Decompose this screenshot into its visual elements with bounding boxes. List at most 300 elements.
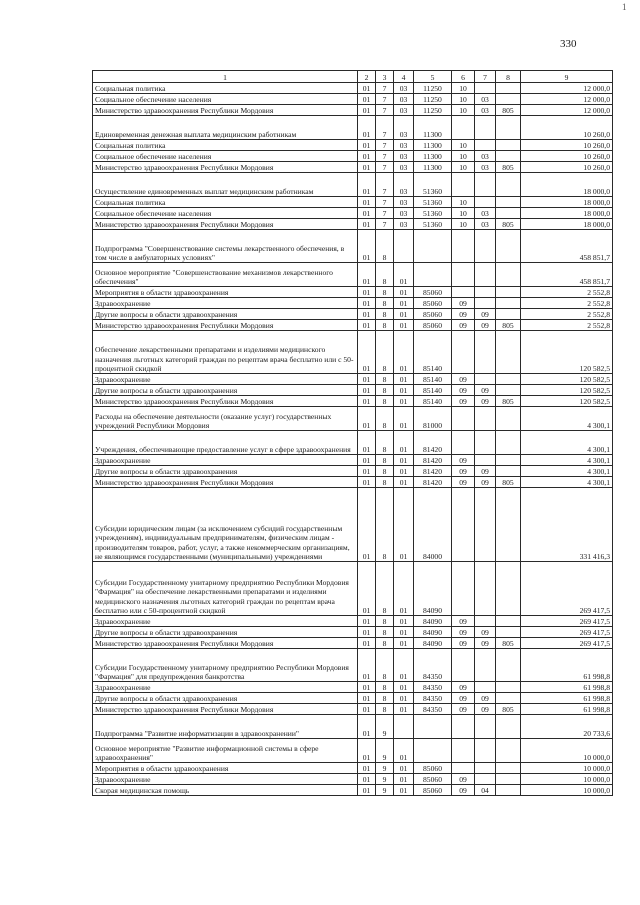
- row-amount-cell: 4 300,1: [521, 477, 613, 488]
- row-code-col-3: 8: [376, 638, 394, 649]
- row-code-col-3: 7: [376, 162, 394, 173]
- row-amount-cell: 2 552,8: [521, 309, 613, 320]
- row-code-col-6: [452, 407, 475, 431]
- row-code-col-3: 9: [376, 774, 394, 785]
- table-row: [93, 385, 613, 396]
- row-code-col-3: 7: [376, 83, 394, 94]
- row-code-col-4: 01: [394, 693, 414, 704]
- row-code-col-4: 01: [394, 431, 414, 455]
- row-code-col-8: [496, 83, 521, 94]
- row-code-col-5: 84350: [414, 682, 452, 693]
- row-code-col-5: 11300: [414, 140, 452, 151]
- row-code-col-3: 7: [376, 116, 394, 140]
- row-name-cell: Другие вопросы в области здравоохранения: [93, 466, 358, 477]
- row-code-col-7: 09: [475, 466, 496, 477]
- row-code-col-2: 01: [358, 116, 376, 140]
- row-code-col-8: 805: [496, 162, 521, 173]
- table-row: [93, 477, 613, 488]
- row-code-col-5: 85060: [414, 785, 452, 796]
- row-name-cell: Мероприятия в области здравоохранения: [93, 763, 358, 774]
- row-code-col-5: 85060: [414, 298, 452, 309]
- row-code-col-2: 01: [358, 219, 376, 230]
- row-code-col-5: 84090: [414, 638, 452, 649]
- row-code-col-3: 8: [376, 477, 394, 488]
- row-code-col-4: 01: [394, 396, 414, 407]
- row-code-col-6: 10: [452, 208, 475, 219]
- table-row: [93, 83, 613, 94]
- table-row: [93, 162, 613, 173]
- row-code-col-6: [452, 763, 475, 774]
- table-row: [93, 197, 613, 208]
- table-row: [93, 562, 613, 616]
- row-code-col-3: 9: [376, 739, 394, 763]
- row-code-col-5: [414, 715, 452, 739]
- row-code-col-6: 10: [452, 94, 475, 105]
- row-code-col-4: 03: [394, 94, 414, 105]
- row-code-col-2: 01: [358, 682, 376, 693]
- row-name-cell: Здравоохранение: [93, 774, 358, 785]
- row-code-col-7: [475, 562, 496, 616]
- row-code-col-8: [496, 309, 521, 320]
- row-code-col-6: 09: [452, 396, 475, 407]
- table-row: [93, 488, 613, 562]
- row-code-col-8: [496, 466, 521, 477]
- row-name-cell: Социальная политика: [93, 83, 358, 94]
- row-name-cell: Основное мероприятие "Совершенствование механизмов лекарственного обеспечения": [93, 263, 358, 287]
- row-code-col-4: 01: [394, 477, 414, 488]
- row-amount-cell: 61 998,8: [521, 693, 613, 704]
- table-body: [93, 83, 613, 796]
- row-amount-cell: 18 000,0: [521, 208, 613, 219]
- header-col-9: 9: [521, 71, 613, 83]
- row-name-cell: Осуществление единовременных выплат медицинским работникам: [93, 173, 358, 197]
- row-code-col-5: [414, 263, 452, 287]
- row-code-col-4: 01: [394, 466, 414, 477]
- row-code-col-4: 01: [394, 704, 414, 715]
- row-amount-cell: 61 998,8: [521, 704, 613, 715]
- row-name-cell: Здравоохранение: [93, 682, 358, 693]
- row-code-col-4: 01: [394, 682, 414, 693]
- row-code-col-3: 8: [376, 693, 394, 704]
- row-code-col-4: 01: [394, 763, 414, 774]
- row-code-col-4: 01: [394, 774, 414, 785]
- row-name-cell: Здравоохранение: [93, 455, 358, 466]
- row-code-col-8: [496, 693, 521, 704]
- row-code-col-6: [452, 739, 475, 763]
- row-amount-cell: 269 417,5: [521, 638, 613, 649]
- row-code-col-6: 09: [452, 785, 475, 796]
- row-code-col-2: 01: [358, 638, 376, 649]
- table-row: [93, 105, 613, 116]
- row-code-col-3: 8: [376, 320, 394, 331]
- row-code-col-6: 10: [452, 151, 475, 162]
- row-code-col-7: [475, 116, 496, 140]
- table-row: [93, 396, 613, 407]
- row-amount-cell: 269 417,5: [521, 627, 613, 638]
- table-row: [93, 287, 613, 298]
- row-code-col-2: 01: [358, 704, 376, 715]
- row-code-col-6: 10: [452, 162, 475, 173]
- row-name-cell: Министерство здравоохранения Республики Мордовия: [93, 477, 358, 488]
- row-code-col-2: 01: [358, 785, 376, 796]
- row-code-col-3: 8: [376, 298, 394, 309]
- budget-table: [92, 70, 613, 796]
- row-amount-cell: 12 000,0: [521, 83, 613, 94]
- row-code-col-5: 81420: [414, 466, 452, 477]
- row-name-cell: Другие вопросы в области здравоохранения: [93, 693, 358, 704]
- row-code-col-5: 84350: [414, 649, 452, 682]
- row-amount-cell: 4 300,1: [521, 466, 613, 477]
- row-code-col-5: 85060: [414, 309, 452, 320]
- row-code-col-7: 03: [475, 162, 496, 173]
- row-code-col-8: [496, 94, 521, 105]
- row-code-col-5: 11250: [414, 105, 452, 116]
- row-code-col-5: 81420: [414, 431, 452, 455]
- row-amount-cell: 2 552,8: [521, 298, 613, 309]
- row-code-col-8: 805: [496, 396, 521, 407]
- table-row: [93, 682, 613, 693]
- table-row: [93, 320, 613, 331]
- row-code-col-3: 8: [376, 455, 394, 466]
- row-code-col-5: 85140: [414, 331, 452, 374]
- row-amount-cell: 458 851,7: [521, 230, 613, 263]
- row-code-col-8: [496, 455, 521, 466]
- row-code-col-7: 09: [475, 385, 496, 396]
- row-code-col-8: [496, 682, 521, 693]
- row-code-col-3: 8: [376, 309, 394, 320]
- row-code-col-2: 01: [358, 287, 376, 298]
- row-code-col-2: 01: [358, 83, 376, 94]
- row-code-col-2: 01: [358, 331, 376, 374]
- row-code-col-2: 01: [358, 466, 376, 477]
- row-code-col-5: 85060: [414, 763, 452, 774]
- row-code-col-7: 09: [475, 477, 496, 488]
- row-code-col-4: 01: [394, 488, 414, 562]
- row-code-col-8: 805: [496, 219, 521, 230]
- row-code-col-4: 01: [394, 562, 414, 616]
- row-amount-cell: 10 000,0: [521, 739, 613, 763]
- row-code-col-4: 03: [394, 219, 414, 230]
- row-code-col-7: 03: [475, 105, 496, 116]
- row-code-col-6: 09: [452, 638, 475, 649]
- row-code-col-8: [496, 197, 521, 208]
- table-header-row: [93, 71, 613, 83]
- row-code-col-6: [452, 230, 475, 263]
- table-row: [93, 693, 613, 704]
- table-row: [93, 151, 613, 162]
- row-name-cell: Субсидии Государственному унитарному предприятию Республики Мордовия "Фармация" для предупреждения банкротства: [93, 649, 358, 682]
- row-name-cell: Расходы на обеспечение деятельности (оказание услуг) государственных учреждений Республики Мордовия: [93, 407, 358, 431]
- row-code-col-3: 8: [376, 396, 394, 407]
- row-code-col-4: 01: [394, 374, 414, 385]
- row-code-col-7: 03: [475, 219, 496, 230]
- row-code-col-6: [452, 287, 475, 298]
- table-row: [93, 616, 613, 627]
- row-code-col-7: [475, 407, 496, 431]
- row-amount-cell: 120 582,5: [521, 385, 613, 396]
- header-col-5: 5: [414, 71, 452, 83]
- header-col-4: 4: [394, 71, 414, 83]
- row-code-col-6: 09: [452, 466, 475, 477]
- row-code-col-2: 01: [358, 763, 376, 774]
- row-code-col-6: [452, 715, 475, 739]
- row-code-col-6: 09: [452, 309, 475, 320]
- row-code-col-8: [496, 715, 521, 739]
- row-code-col-6: [452, 263, 475, 287]
- row-code-col-3: 8: [376, 616, 394, 627]
- row-code-col-8: [496, 287, 521, 298]
- row-code-col-6: 09: [452, 320, 475, 331]
- row-code-col-8: [496, 374, 521, 385]
- row-code-col-5: 81000: [414, 407, 452, 431]
- row-code-col-8: [496, 562, 521, 616]
- row-code-col-3: 7: [376, 219, 394, 230]
- row-code-col-8: [496, 116, 521, 140]
- row-code-col-7: [475, 197, 496, 208]
- row-amount-cell: 120 582,5: [521, 331, 613, 374]
- row-code-col-2: 01: [358, 105, 376, 116]
- row-code-col-8: [496, 649, 521, 682]
- row-name-cell: Мероприятия в области здравоохранения: [93, 287, 358, 298]
- row-code-col-7: [475, 763, 496, 774]
- row-code-col-3: 8: [376, 431, 394, 455]
- row-code-col-7: 09: [475, 396, 496, 407]
- row-code-col-5: [414, 230, 452, 263]
- row-name-cell: Социальное обеспечение населения: [93, 208, 358, 219]
- row-code-col-2: 01: [358, 385, 376, 396]
- row-code-col-8: 805: [496, 105, 521, 116]
- row-amount-cell: 269 417,5: [521, 616, 613, 627]
- row-name-cell: Министерство здравоохранения Республики Мордовия: [93, 162, 358, 173]
- row-name-cell: Основное мероприятие "Развитие информационной системы в сфере здравоохранения": [93, 739, 358, 763]
- row-amount-cell: 12 000,0: [521, 94, 613, 105]
- row-code-col-3: 8: [376, 263, 394, 287]
- row-code-col-5: 81420: [414, 455, 452, 466]
- row-code-col-7: [475, 173, 496, 197]
- row-code-col-4: 01: [394, 616, 414, 627]
- row-code-col-8: [496, 616, 521, 627]
- row-code-col-8: [496, 627, 521, 638]
- row-code-col-7: 09: [475, 309, 496, 320]
- table-row: [93, 774, 613, 785]
- row-amount-cell: 10 260,0: [521, 151, 613, 162]
- row-code-col-6: [452, 331, 475, 374]
- row-code-col-8: [496, 785, 521, 796]
- row-code-col-5: 85140: [414, 396, 452, 407]
- row-code-col-4: 03: [394, 105, 414, 116]
- row-code-col-4: 01: [394, 320, 414, 331]
- page-number: 330: [560, 38, 577, 50]
- row-code-col-7: [475, 649, 496, 682]
- row-code-col-3: 8: [376, 230, 394, 263]
- row-code-col-6: 10: [452, 197, 475, 208]
- row-code-col-3: 9: [376, 763, 394, 774]
- row-code-col-7: 09: [475, 320, 496, 331]
- row-code-col-6: 10: [452, 140, 475, 151]
- row-name-cell: Социальная политика: [93, 140, 358, 151]
- row-code-col-8: [496, 140, 521, 151]
- row-code-col-2: 01: [358, 431, 376, 455]
- row-amount-cell: 458 851,7: [521, 263, 613, 287]
- row-code-col-4: 01: [394, 287, 414, 298]
- row-code-col-4: 01: [394, 627, 414, 638]
- row-code-col-5: 11300: [414, 116, 452, 140]
- row-code-col-7: [475, 488, 496, 562]
- row-code-col-8: [496, 173, 521, 197]
- row-code-col-3: 7: [376, 173, 394, 197]
- row-code-col-4: 01: [394, 455, 414, 466]
- row-code-col-7: [475, 263, 496, 287]
- row-amount-cell: 2 552,8: [521, 287, 613, 298]
- header-col-6: 6: [452, 71, 475, 83]
- header-col-7: 7: [475, 71, 496, 83]
- row-code-col-7: [475, 431, 496, 455]
- table-row: [93, 638, 613, 649]
- row-name-cell: Подпрограмма "Совершенствование системы лекарственного обеспечения, в том числе в амбулаторных условиях": [93, 230, 358, 263]
- table-row: [93, 173, 613, 197]
- row-code-col-2: 01: [358, 455, 376, 466]
- row-amount-cell: 18 000,0: [521, 197, 613, 208]
- row-code-col-8: 805: [496, 704, 521, 715]
- row-code-col-7: 09: [475, 627, 496, 638]
- row-code-col-3: 8: [376, 682, 394, 693]
- row-name-cell: Другие вопросы в области здравоохранения: [93, 627, 358, 638]
- table-row: [93, 715, 613, 739]
- row-code-col-7: [475, 230, 496, 263]
- row-code-col-7: 03: [475, 208, 496, 219]
- row-code-col-2: 01: [358, 298, 376, 309]
- row-code-col-6: 09: [452, 477, 475, 488]
- row-code-col-7: [475, 739, 496, 763]
- row-code-col-3: 7: [376, 197, 394, 208]
- row-code-col-4: 03: [394, 151, 414, 162]
- row-code-col-2: 01: [358, 173, 376, 197]
- row-code-col-5: 84090: [414, 616, 452, 627]
- table-row: [93, 649, 613, 682]
- table-row: [93, 94, 613, 105]
- row-name-cell: Другие вопросы в области здравоохранения: [93, 309, 358, 320]
- row-amount-cell: 10 260,0: [521, 140, 613, 151]
- row-code-col-6: [452, 488, 475, 562]
- row-amount-cell: 18 000,0: [521, 173, 613, 197]
- row-code-col-7: 03: [475, 94, 496, 105]
- row-code-col-8: 805: [496, 477, 521, 488]
- row-code-col-5: 51360: [414, 173, 452, 197]
- row-code-col-2: 01: [358, 309, 376, 320]
- row-code-col-4: 01: [394, 331, 414, 374]
- row-code-col-6: 09: [452, 704, 475, 715]
- row-code-col-3: 9: [376, 785, 394, 796]
- row-code-col-2: 01: [358, 627, 376, 638]
- row-name-cell: Подпрограмма "Развитие информатизации в здравоохранении": [93, 715, 358, 739]
- row-amount-cell: 120 582,5: [521, 374, 613, 385]
- row-name-cell: Субсидии Государственному унитарному предприятию Республики Мордовия "Фармация" на обеспечение лекарственными препаратами и изделиями медицинского назначения льготных категорий граждан по рецептам врача бесплатно или с 50-процентной скидкой: [93, 562, 358, 616]
- row-code-col-3: 9: [376, 715, 394, 739]
- row-amount-cell: 4 300,1: [521, 455, 613, 466]
- table-row: [93, 455, 613, 466]
- row-code-col-6: 09: [452, 455, 475, 466]
- row-code-col-3: 8: [376, 562, 394, 616]
- row-code-col-5: 51360: [414, 197, 452, 208]
- row-code-col-8: [496, 208, 521, 219]
- row-code-col-3: 8: [376, 704, 394, 715]
- row-name-cell: Здравоохранение: [93, 374, 358, 385]
- row-amount-cell: 61 998,8: [521, 682, 613, 693]
- row-code-col-2: 01: [358, 230, 376, 263]
- row-code-col-8: 805: [496, 638, 521, 649]
- row-code-col-4: 03: [394, 208, 414, 219]
- row-code-col-7: 04: [475, 785, 496, 796]
- row-code-col-5: 84350: [414, 704, 452, 715]
- row-code-col-7: [475, 140, 496, 151]
- row-code-col-6: 09: [452, 693, 475, 704]
- row-code-col-6: 09: [452, 616, 475, 627]
- row-code-col-7: 09: [475, 693, 496, 704]
- row-code-col-2: 01: [358, 477, 376, 488]
- row-name-cell: Учреждения, обеспечивающие предоставление услуг в сфере здравоохранения: [93, 431, 358, 455]
- row-amount-cell: 61 998,8: [521, 649, 613, 682]
- table-row: [93, 116, 613, 140]
- row-name-cell: Социальная политика: [93, 197, 358, 208]
- row-code-col-6: 09: [452, 627, 475, 638]
- row-code-col-8: [496, 407, 521, 431]
- row-name-cell: Другие вопросы в области здравоохранения: [93, 385, 358, 396]
- row-code-col-4: 01: [394, 385, 414, 396]
- row-code-col-5: 85060: [414, 320, 452, 331]
- row-code-col-4: 03: [394, 197, 414, 208]
- row-code-col-5: 85140: [414, 374, 452, 385]
- row-code-col-6: [452, 649, 475, 682]
- corner-mark: 1: [622, 2, 627, 12]
- row-name-cell: Социальное обеспечение населения: [93, 94, 358, 105]
- row-code-col-7: [475, 83, 496, 94]
- row-code-col-3: 7: [376, 151, 394, 162]
- row-code-col-5: 85060: [414, 774, 452, 785]
- row-name-cell: Социальное обеспечение населения: [93, 151, 358, 162]
- table-row: [93, 298, 613, 309]
- row-code-col-6: 09: [452, 385, 475, 396]
- row-code-col-2: 01: [358, 562, 376, 616]
- row-code-col-4: [394, 230, 414, 263]
- row-code-col-2: 01: [358, 374, 376, 385]
- row-code-col-3: 7: [376, 140, 394, 151]
- row-code-col-7: [475, 374, 496, 385]
- row-code-col-2: 01: [358, 616, 376, 627]
- row-code-col-7: 03: [475, 151, 496, 162]
- row-code-col-4: 03: [394, 83, 414, 94]
- row-amount-cell: 10 000,0: [521, 785, 613, 796]
- row-code-col-5: 11250: [414, 83, 452, 94]
- table-row: [93, 763, 613, 774]
- row-code-col-5: 81420: [414, 477, 452, 488]
- row-code-col-8: [496, 763, 521, 774]
- row-code-col-5: 51360: [414, 219, 452, 230]
- table-row: [93, 407, 613, 431]
- row-code-col-5: 84090: [414, 627, 452, 638]
- row-code-col-2: 01: [358, 396, 376, 407]
- row-code-col-2: 01: [358, 407, 376, 431]
- table-row: [93, 309, 613, 320]
- row-code-col-4: 01: [394, 785, 414, 796]
- row-code-col-2: 01: [358, 739, 376, 763]
- table-row: [93, 230, 613, 263]
- row-code-col-5: 11300: [414, 151, 452, 162]
- row-code-col-2: 01: [358, 263, 376, 287]
- row-code-col-5: 11300: [414, 162, 452, 173]
- row-code-col-8: [496, 774, 521, 785]
- row-code-col-4: 01: [394, 407, 414, 431]
- table-row: [93, 208, 613, 219]
